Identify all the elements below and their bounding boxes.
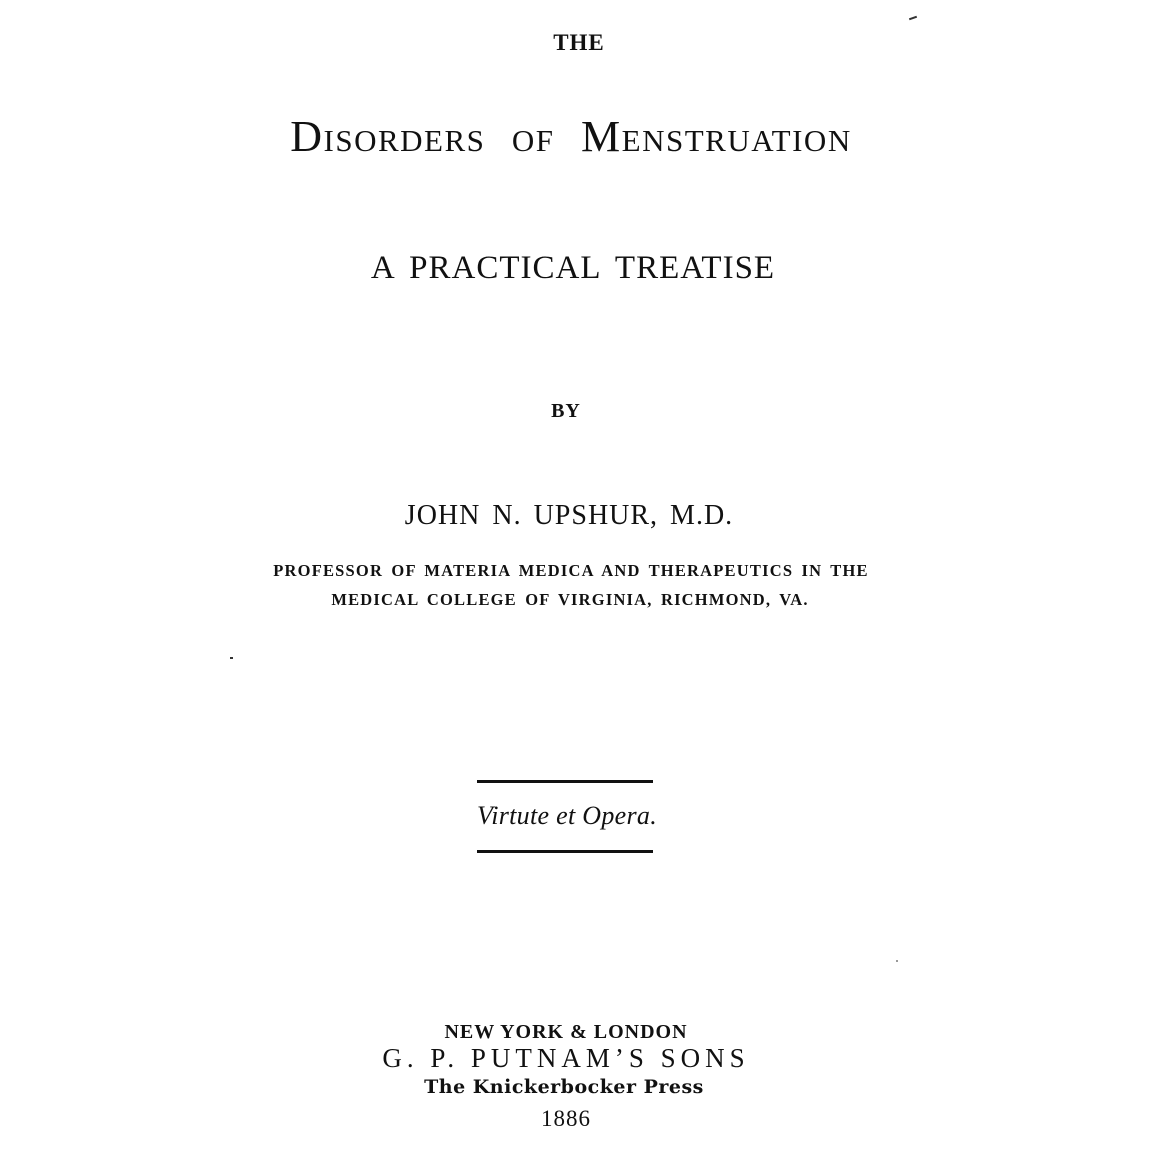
publication-year: 1886 xyxy=(541,1106,591,1131)
motto-rule-top xyxy=(477,780,653,783)
series-article: THE xyxy=(553,30,605,55)
book-subtitle: A PRACTICAL TREATISE xyxy=(370,250,776,286)
press-imprint: The Knickerbocker Press xyxy=(424,1076,704,1098)
motto: Virtute et Opera. xyxy=(476,801,658,830)
motto-rule-bottom xyxy=(477,850,653,853)
scan-speck xyxy=(230,657,233,659)
author-name: JOHN N. UPSHUR, M.D. xyxy=(404,500,734,531)
scan-speck xyxy=(896,960,898,962)
scan-speck xyxy=(909,16,917,21)
byline-label: BY xyxy=(551,400,581,422)
publisher-name: G. P. PUTNAM’S SONS xyxy=(382,1043,750,1073)
author-affiliation-line-1: PROFESSOR OF MATERIA MEDICA AND THERAPEUTICS IN THE xyxy=(273,561,869,580)
publication-place: NEW YORK & LONDON xyxy=(444,1021,688,1043)
author-affiliation-line-2: MEDICAL COLLEGE OF VIRGINIA, RICHMOND, VA. xyxy=(331,590,809,609)
book-title: Disorders of Menstruation xyxy=(290,112,852,161)
